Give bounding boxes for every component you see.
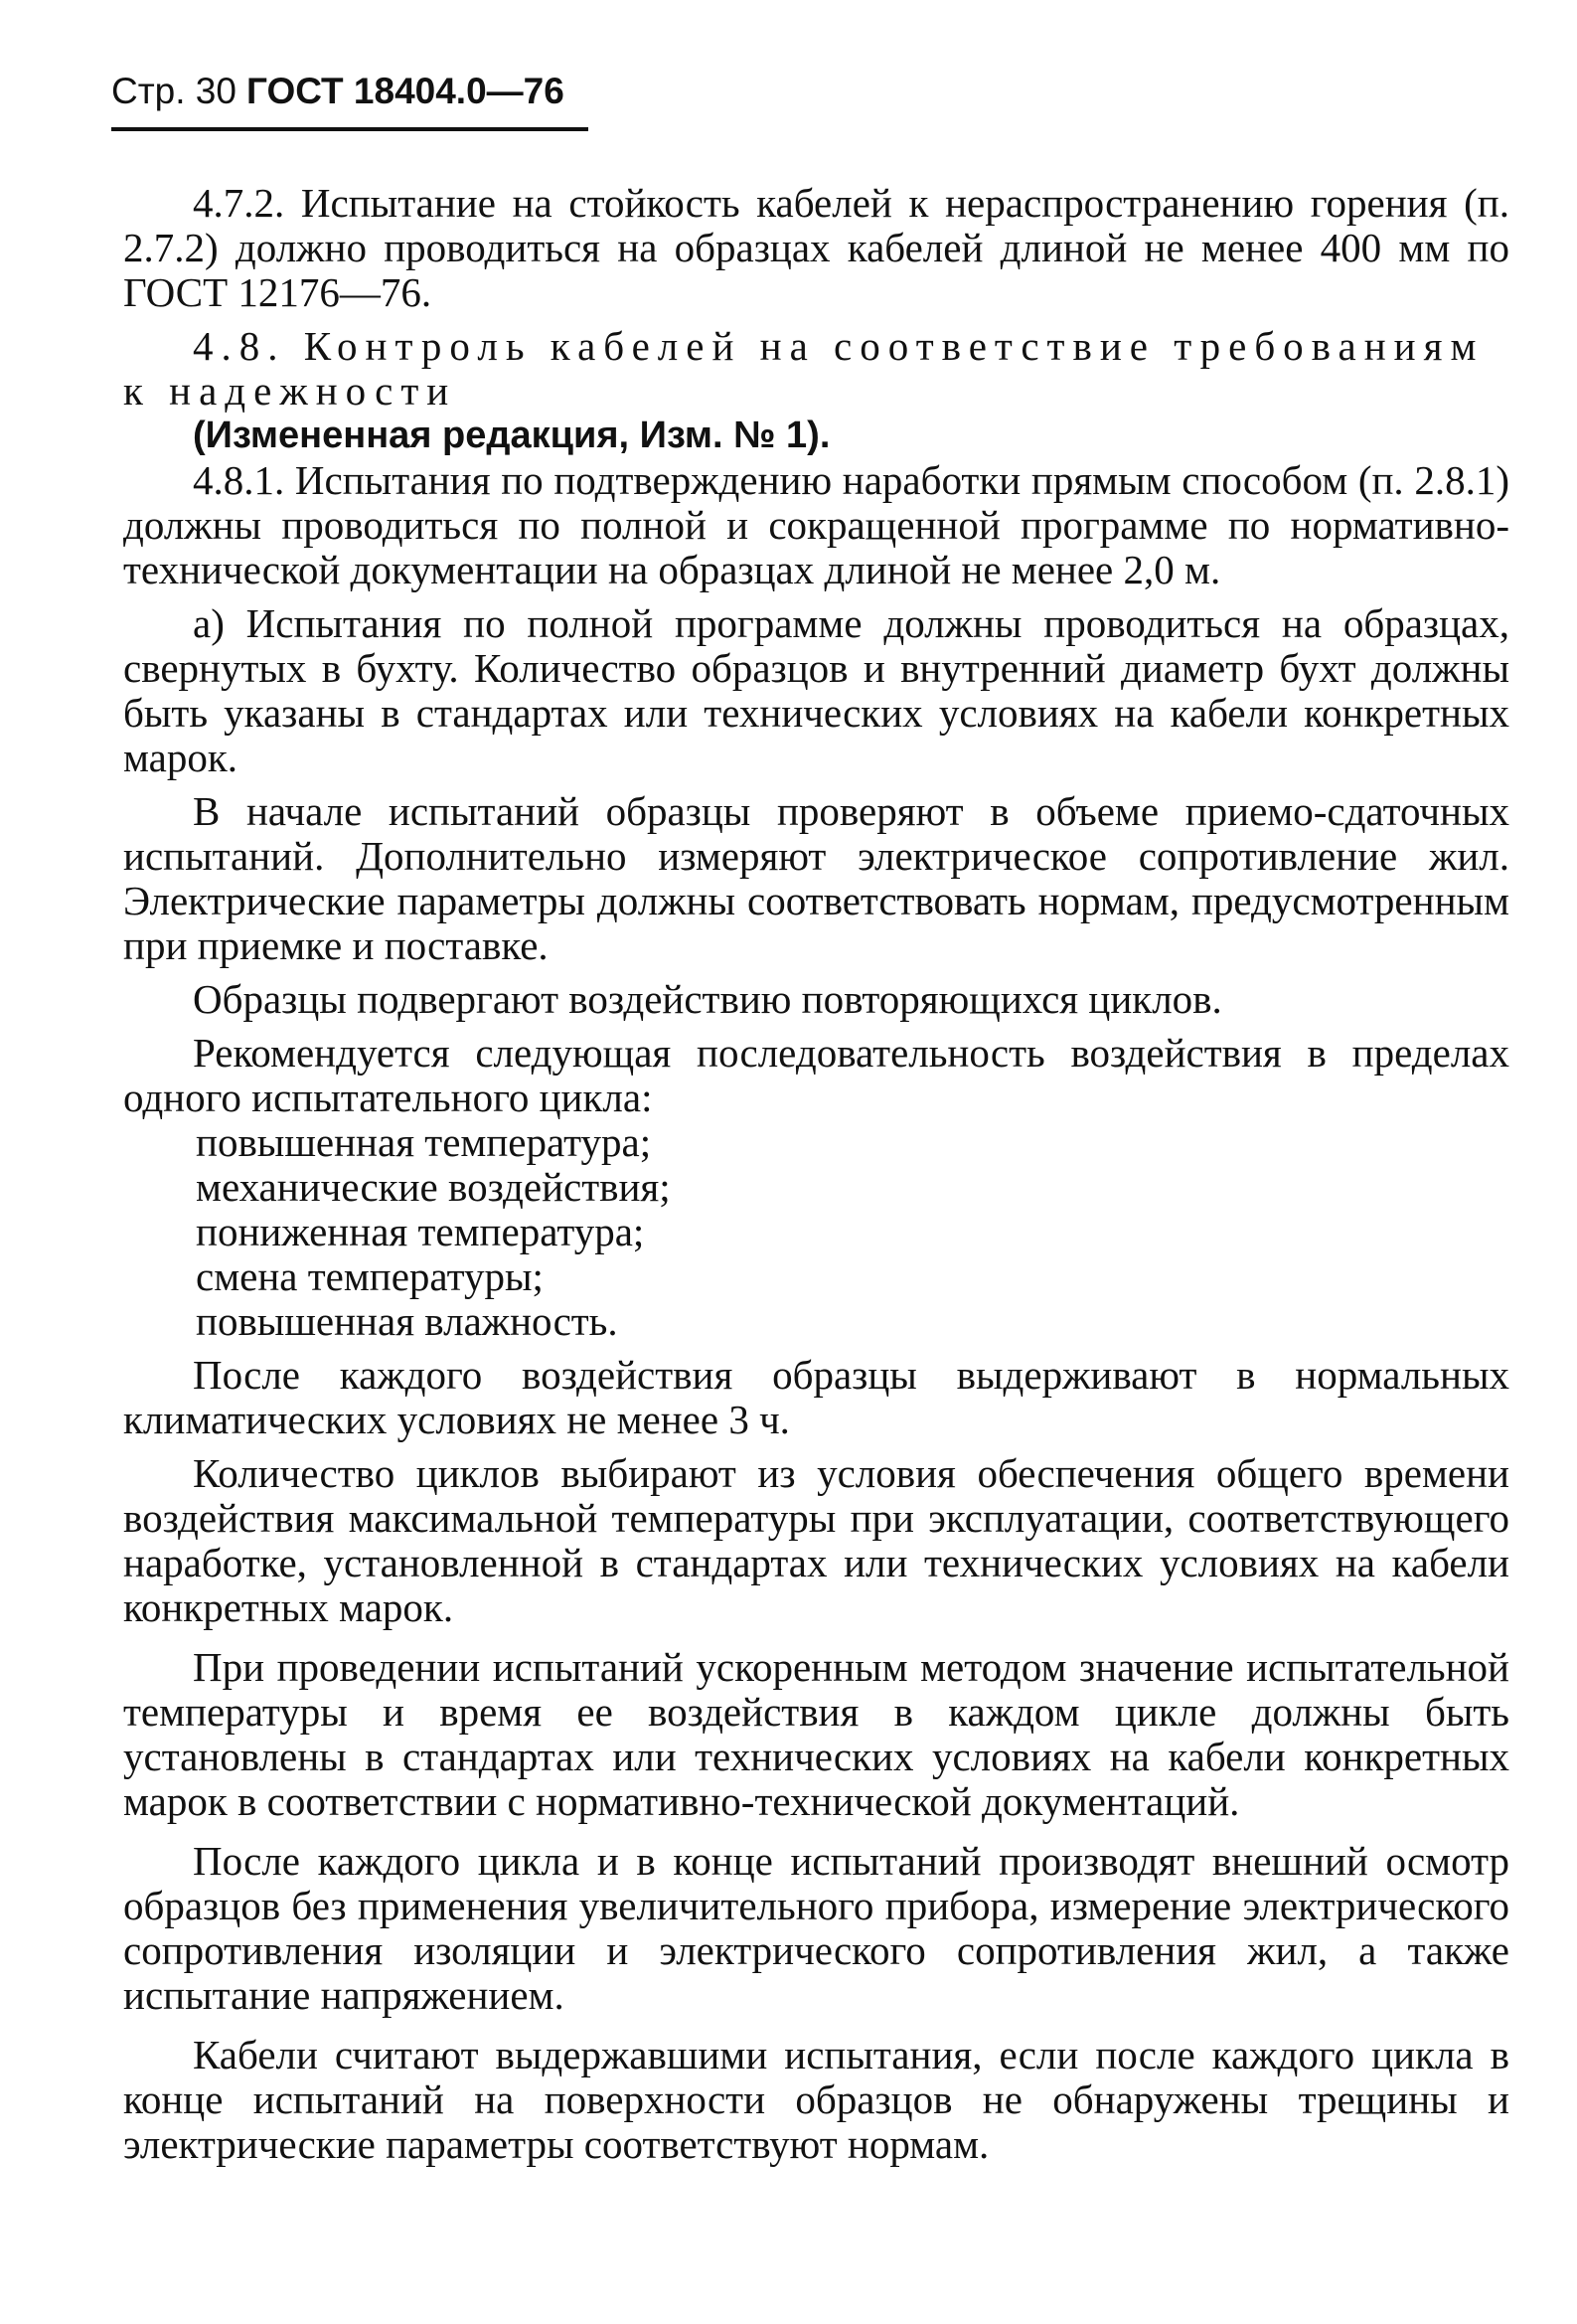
header-rule <box>111 127 588 131</box>
paragraph-a: а) Испытания по полной программе должны проводиться на образцах, свернутых в бухту. Количество образцов и внутренний диаметр бухт должны быть указаны в стандартах или технических условиях на кабели конкретных марок. <box>123 600 1509 780</box>
sequence-list <box>123 1120 1509 1344</box>
paragraph-initial-check: В начале испытаний образцы проверяют в объеме приемо-сдаточных испытаний. Дополнительно измеряют электрическое сопротивление жил. Электрические параметры должны соответствовать нормам, предусмотренным при приемке и поставке. <box>123 788 1509 968</box>
page-header <box>111 68 564 115</box>
list-item: механические воздействия; <box>196 1164 671 1210</box>
list-item: повышенная влажность. <box>196 1298 618 1344</box>
paragraph-4-8-1: 4.8.1. Испытания по подтверждению наработки прямым способом (п. 2.8.1) должны проводиться по полной и сокращенной программе по нормативно-технической документации на образцах длиной не менее 2,0 м. <box>123 457 1509 592</box>
paragraph-4-7-2: 4.7.2. Испытание на стойкость кабелей к нераспространению горения (п. 2.7.2) должно проводиться на образцах кабелей длиной не менее 400 мм по ГОСТ 12176—76. <box>123 180 1509 315</box>
document-body <box>123 181 1509 2167</box>
list-item: повышенная температура; <box>196 1119 652 1165</box>
section-heading-4-8: 4.8. Контроль кабелей на соответствие требованиям к надежности <box>123 323 1485 414</box>
paragraph-recommended-sequence: Рекомендуется следующая последовательность воздействия в пределах одного испытательного цикла: <box>123 1030 1509 1120</box>
page-number: Стр. 30 <box>111 71 237 111</box>
paragraph-accelerated-method: При проведении испытаний ускоренным методом значение испытательной температуры и время ее воздействия в каждом цикле должны быть установлены в стандартах или технических условиях на кабели конкретных марок в соответствии с нормативно-технической документаций. <box>123 1644 1509 1824</box>
standard-number: ГОСТ 18404.0—76 <box>245 71 564 111</box>
amendment-note: (Измененная редакция, Изм. № 1). <box>193 415 831 456</box>
paragraph-after-each: После каждого воздействия образцы выдерживают в нормальных климатических условиях не менее 3 ч. <box>123 1352 1509 1442</box>
paragraph-pass-criteria: Кабели считают выдержавшими испытания, если после каждого цикла в конце испытаний на поверхности образцов не обнаружены трещины и электрические параметры соответствуют нормам. <box>123 2032 1509 2167</box>
list-item: смена температуры; <box>196 1253 544 1299</box>
paragraph-cycles: Образцы подвергают воздействию повторяющихся циклов. <box>193 976 1222 1022</box>
paragraph-cycle-count: Количество циклов выбирают из условия обеспечения общего времени воздействия максимальной температуры при эксплуатации, соответствующего наработке, установленной в стандартах или технических условиях на кабели конкретных марок. <box>123 1450 1509 1630</box>
paragraph-inspection: После каждого цикла и в конце испытаний производят внешний осмотр образцов без применения увеличительного прибора, измерение электрического сопротивления изоляции и электрического сопротивления жил, а также испытание напряжением. <box>123 1838 1509 2018</box>
list-item: пониженная температура; <box>196 1209 645 1254</box>
